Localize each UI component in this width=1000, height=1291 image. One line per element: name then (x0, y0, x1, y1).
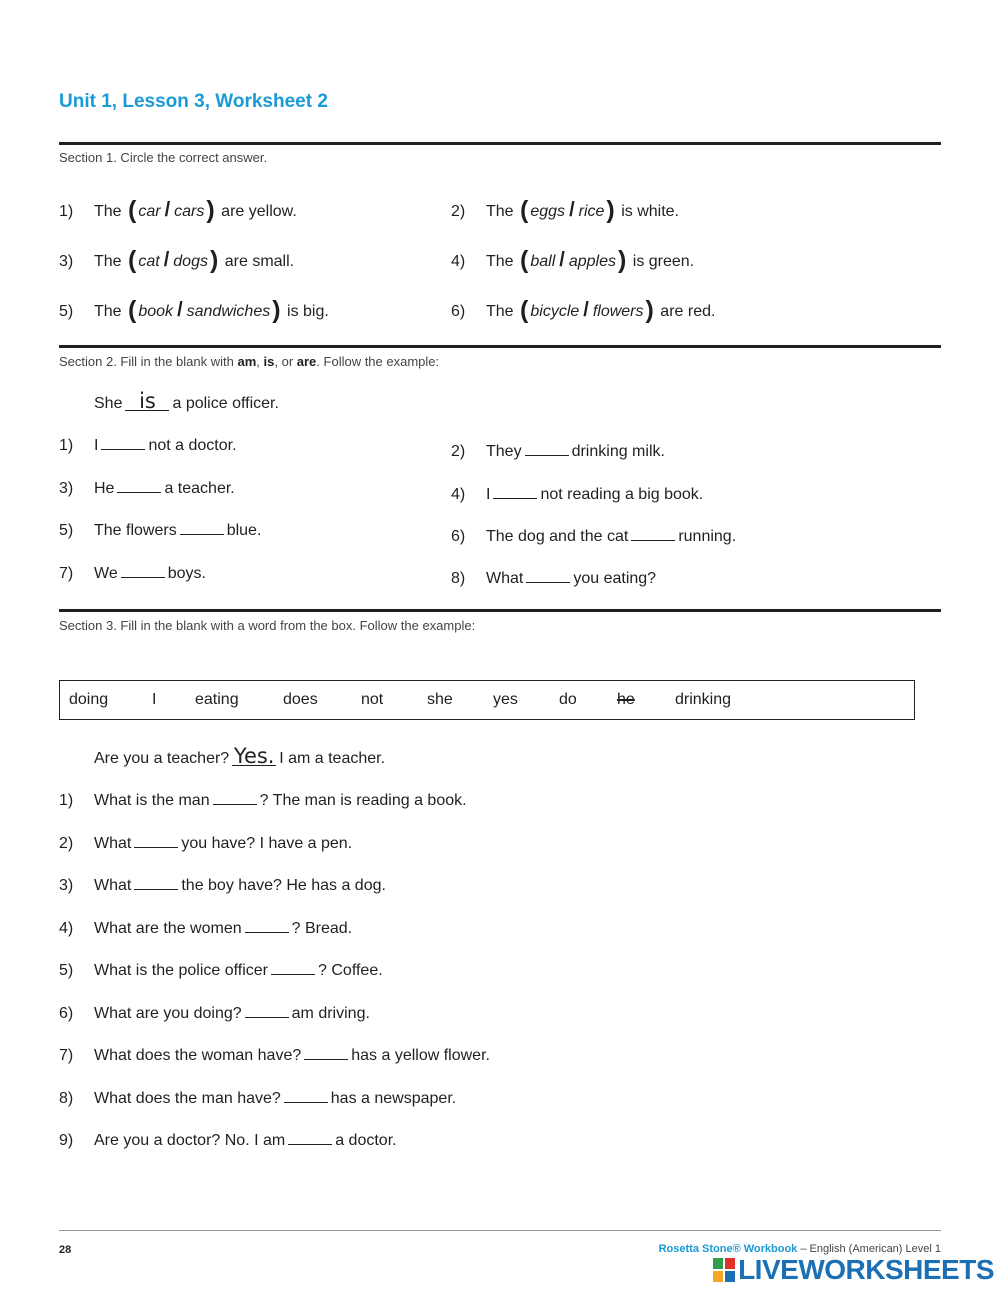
question-number: 3) (59, 253, 74, 270)
example-pre: Are you a teacher? (94, 750, 230, 767)
open-paren: ( (128, 296, 137, 324)
question-post: is green. (632, 253, 695, 270)
question-post: has a newspaper. (330, 1090, 457, 1107)
close-paren: ) (617, 246, 627, 274)
s3-question-7 (59, 1045, 490, 1065)
question-post: not reading a big book. (540, 486, 704, 503)
question-post: you eating? (573, 570, 657, 587)
s3-question-1 (59, 790, 467, 810)
question-post: a doctor. (335, 1132, 397, 1149)
s2-question-6 (451, 526, 736, 546)
word-box-item: I (152, 691, 157, 708)
question-pre: The (94, 203, 122, 220)
slash-separator: / (177, 299, 183, 321)
option-1[interactable]: bicycle (530, 303, 580, 320)
word-box-item: doing (69, 691, 109, 708)
answer-blank[interactable] (271, 960, 315, 975)
word-box-item-crossed: he (617, 691, 635, 708)
question-pre: We (94, 565, 118, 582)
liveworksheets-logo-icon (713, 1258, 735, 1282)
s2-example (94, 389, 279, 413)
s2-question-7 (59, 563, 206, 583)
slash-separator: / (163, 249, 170, 271)
example-post: a police officer. (172, 395, 279, 412)
question-post: ? Bread. (291, 920, 353, 937)
question-post: not a doctor. (148, 437, 237, 454)
question-pre: He (94, 480, 115, 497)
answer-blank[interactable] (213, 790, 257, 805)
question-number: 7) (59, 565, 74, 582)
word-box-item: yes (493, 691, 518, 708)
option-1[interactable]: cat (138, 253, 160, 270)
s2-question-1 (59, 435, 237, 455)
footer-brand: Rosetta Stone® Workbook (658, 1243, 798, 1255)
answer-blank[interactable] (284, 1088, 328, 1103)
close-paren: ) (606, 196, 615, 224)
question-number: 6) (59, 1005, 74, 1022)
answer-blank[interactable] (288, 1130, 332, 1145)
question-post: are small. (224, 253, 295, 270)
s1-question-4 (451, 246, 694, 275)
close-paren: ) (209, 246, 219, 274)
question-post: drinking milk. (571, 443, 665, 460)
question-pre: The (486, 253, 514, 270)
s2-question-5 (59, 520, 261, 540)
slash-separator: / (569, 199, 575, 221)
section1-instruction: Section 1. Circle the correct answer. (59, 150, 268, 165)
answer-blank[interactable] (101, 435, 145, 450)
s3-question-6 (59, 1003, 370, 1023)
question-post: are yellow. (221, 203, 297, 220)
s3-question-9 (59, 1130, 397, 1150)
page-number: 28 (59, 1244, 72, 1256)
question-post: blue. (226, 522, 262, 539)
answer-blank[interactable] (134, 875, 178, 890)
option-2[interactable]: flowers (592, 303, 644, 320)
question-pre: What does the woman have? (94, 1047, 302, 1064)
section2-instruction (59, 354, 439, 369)
word-box (59, 680, 915, 720)
question-number: 4) (451, 486, 466, 503)
option-2[interactable]: rice (578, 203, 605, 220)
question-number: 3) (59, 877, 74, 894)
open-paren: ( (520, 246, 529, 274)
keyword-am: am (237, 354, 257, 369)
question-post: am driving. (291, 1005, 370, 1022)
answer-blank[interactable] (134, 833, 178, 848)
question-number: 8) (451, 570, 466, 587)
question-pre: I (486, 486, 491, 503)
footer-rest: – English (American) Level 1 (797, 1243, 941, 1255)
question-post: ? Coffee. (318, 962, 383, 979)
question-pre: What does the man have? (94, 1090, 281, 1107)
word-box-item: does (283, 691, 318, 708)
option-1[interactable]: ball (530, 253, 556, 270)
s3-example (94, 744, 386, 768)
question-post: is white. (621, 203, 679, 220)
close-paren: ) (645, 296, 654, 324)
answer-blank[interactable] (117, 478, 161, 493)
question-number: 3) (59, 480, 74, 497)
slash-separator: / (583, 299, 589, 321)
answer-blank[interactable] (631, 526, 675, 541)
word-box-item: not (361, 691, 384, 708)
question-number: 4) (451, 253, 466, 270)
section2-rule (59, 345, 941, 348)
question-number: 8) (59, 1090, 74, 1107)
question-pre: The (94, 303, 122, 320)
question-pre: The flowers (94, 522, 177, 539)
question-post: ? The man is reading a book. (259, 792, 467, 809)
s2-question-8 (451, 568, 656, 588)
open-paren: ( (520, 196, 529, 224)
s2-question-3 (59, 478, 235, 498)
slash-separator: / (559, 249, 565, 271)
s3-question-8 (59, 1088, 456, 1108)
question-pre: What are you doing? (94, 1005, 242, 1022)
question-pre: The (486, 303, 514, 320)
question-pre: They (486, 443, 522, 460)
question-number: 1) (59, 203, 74, 220)
question-pre: I (94, 437, 99, 454)
question-post: are red. (660, 303, 716, 320)
option-1[interactable]: eggs (530, 203, 566, 220)
question-pre: What (94, 835, 132, 852)
keyword-are: are (296, 354, 317, 369)
instruction-sep: , or (274, 354, 297, 369)
option-1[interactable]: book (138, 303, 174, 320)
question-number: 9) (59, 1132, 74, 1149)
s3-question-5 (59, 960, 383, 980)
answer-blank[interactable] (493, 484, 537, 499)
instruction-text: Section 2. Fill in the blank with (59, 354, 238, 369)
answer-blank[interactable] (121, 563, 165, 578)
answer-blank[interactable] (526, 568, 570, 583)
question-pre: What (486, 570, 524, 587)
question-number: 7) (59, 1047, 74, 1064)
answer-blank[interactable] (245, 1003, 289, 1018)
question-post: has a yellow flower. (351, 1047, 490, 1064)
section3-instruction: Section 3. Fill in the blank with a word from the box. Follow the example: (59, 618, 476, 633)
word-box-item: drinking (675, 691, 732, 708)
liveworksheets-watermark (713, 1254, 994, 1286)
question-post: you have? I have a pen. (181, 835, 353, 852)
question-pre: What is the police officer (94, 962, 269, 979)
s2-question-2 (451, 441, 665, 461)
question-number: 1) (59, 792, 74, 809)
question-number: 4) (59, 920, 74, 937)
s1-question-1 (59, 196, 297, 225)
footer-rule (59, 1230, 941, 1231)
answer-blank[interactable] (245, 918, 289, 933)
s2-question-4 (451, 484, 703, 504)
page-title: Unit 1, Lesson 3, Worksheet 2 (59, 91, 328, 112)
s3-question-3 (59, 875, 386, 895)
word-box-item: do (559, 691, 577, 708)
section3-rule (59, 609, 941, 612)
open-paren: ( (128, 196, 137, 224)
option-2[interactable]: apples (568, 253, 616, 270)
word-box-item: eating (195, 691, 239, 708)
example-pre: She (94, 395, 123, 412)
section1-rule (59, 142, 941, 145)
question-number: 2) (451, 203, 466, 220)
instruction-sep: , (256, 354, 264, 369)
s1-question-3 (59, 246, 294, 275)
s3-question-2 (59, 833, 352, 853)
question-number: 6) (451, 303, 466, 320)
question-pre: What are the women (94, 920, 242, 937)
question-number: 2) (451, 443, 466, 460)
open-paren: ( (128, 246, 137, 274)
close-paren: ) (272, 296, 281, 324)
option-2[interactable]: dogs (173, 253, 208, 270)
close-paren: ) (206, 196, 215, 224)
question-pre: The (486, 203, 514, 220)
word-box-item: she (427, 691, 453, 708)
open-paren: ( (520, 296, 529, 324)
question-post: a teacher. (164, 480, 235, 497)
example-answer: Yes. (233, 744, 275, 768)
question-pre: The (94, 253, 122, 270)
slash-separator: / (164, 199, 171, 221)
question-number: 5) (59, 522, 74, 539)
question-post: is big. (287, 303, 329, 320)
question-number: 6) (451, 528, 466, 545)
question-pre: Are you a doctor? No. I am (94, 1132, 286, 1149)
s1-question-5 (59, 296, 329, 325)
option-2[interactable]: cars (174, 203, 205, 220)
instruction-text: . Follow the example: (316, 354, 440, 369)
keyword-is: is (263, 354, 275, 369)
s3-question-4 (59, 918, 352, 938)
question-pre: What (94, 877, 132, 894)
question-post: the boy have? He has a dog. (181, 877, 386, 894)
answer-blank[interactable] (180, 520, 224, 535)
question-post: boys. (167, 565, 206, 582)
question-number: 5) (59, 303, 74, 320)
example-answer: is (125, 392, 169, 411)
option-1[interactable]: car (138, 203, 161, 220)
answer-blank[interactable] (525, 441, 569, 456)
question-post: running. (678, 528, 737, 545)
question-number: 2) (59, 835, 74, 852)
s1-question-2 (451, 196, 679, 225)
s1-question-6 (451, 296, 715, 325)
question-pre: What is the man (94, 792, 210, 809)
answer-blank[interactable] (304, 1045, 348, 1060)
question-number: 1) (59, 437, 74, 454)
option-2[interactable]: sandwiches (186, 303, 271, 320)
example-post: I am a teacher. (279, 750, 386, 767)
question-number: 5) (59, 962, 74, 979)
watermark-text: LIVEWORKSHEETS (738, 1254, 994, 1285)
question-pre: The dog and the cat (486, 528, 629, 545)
